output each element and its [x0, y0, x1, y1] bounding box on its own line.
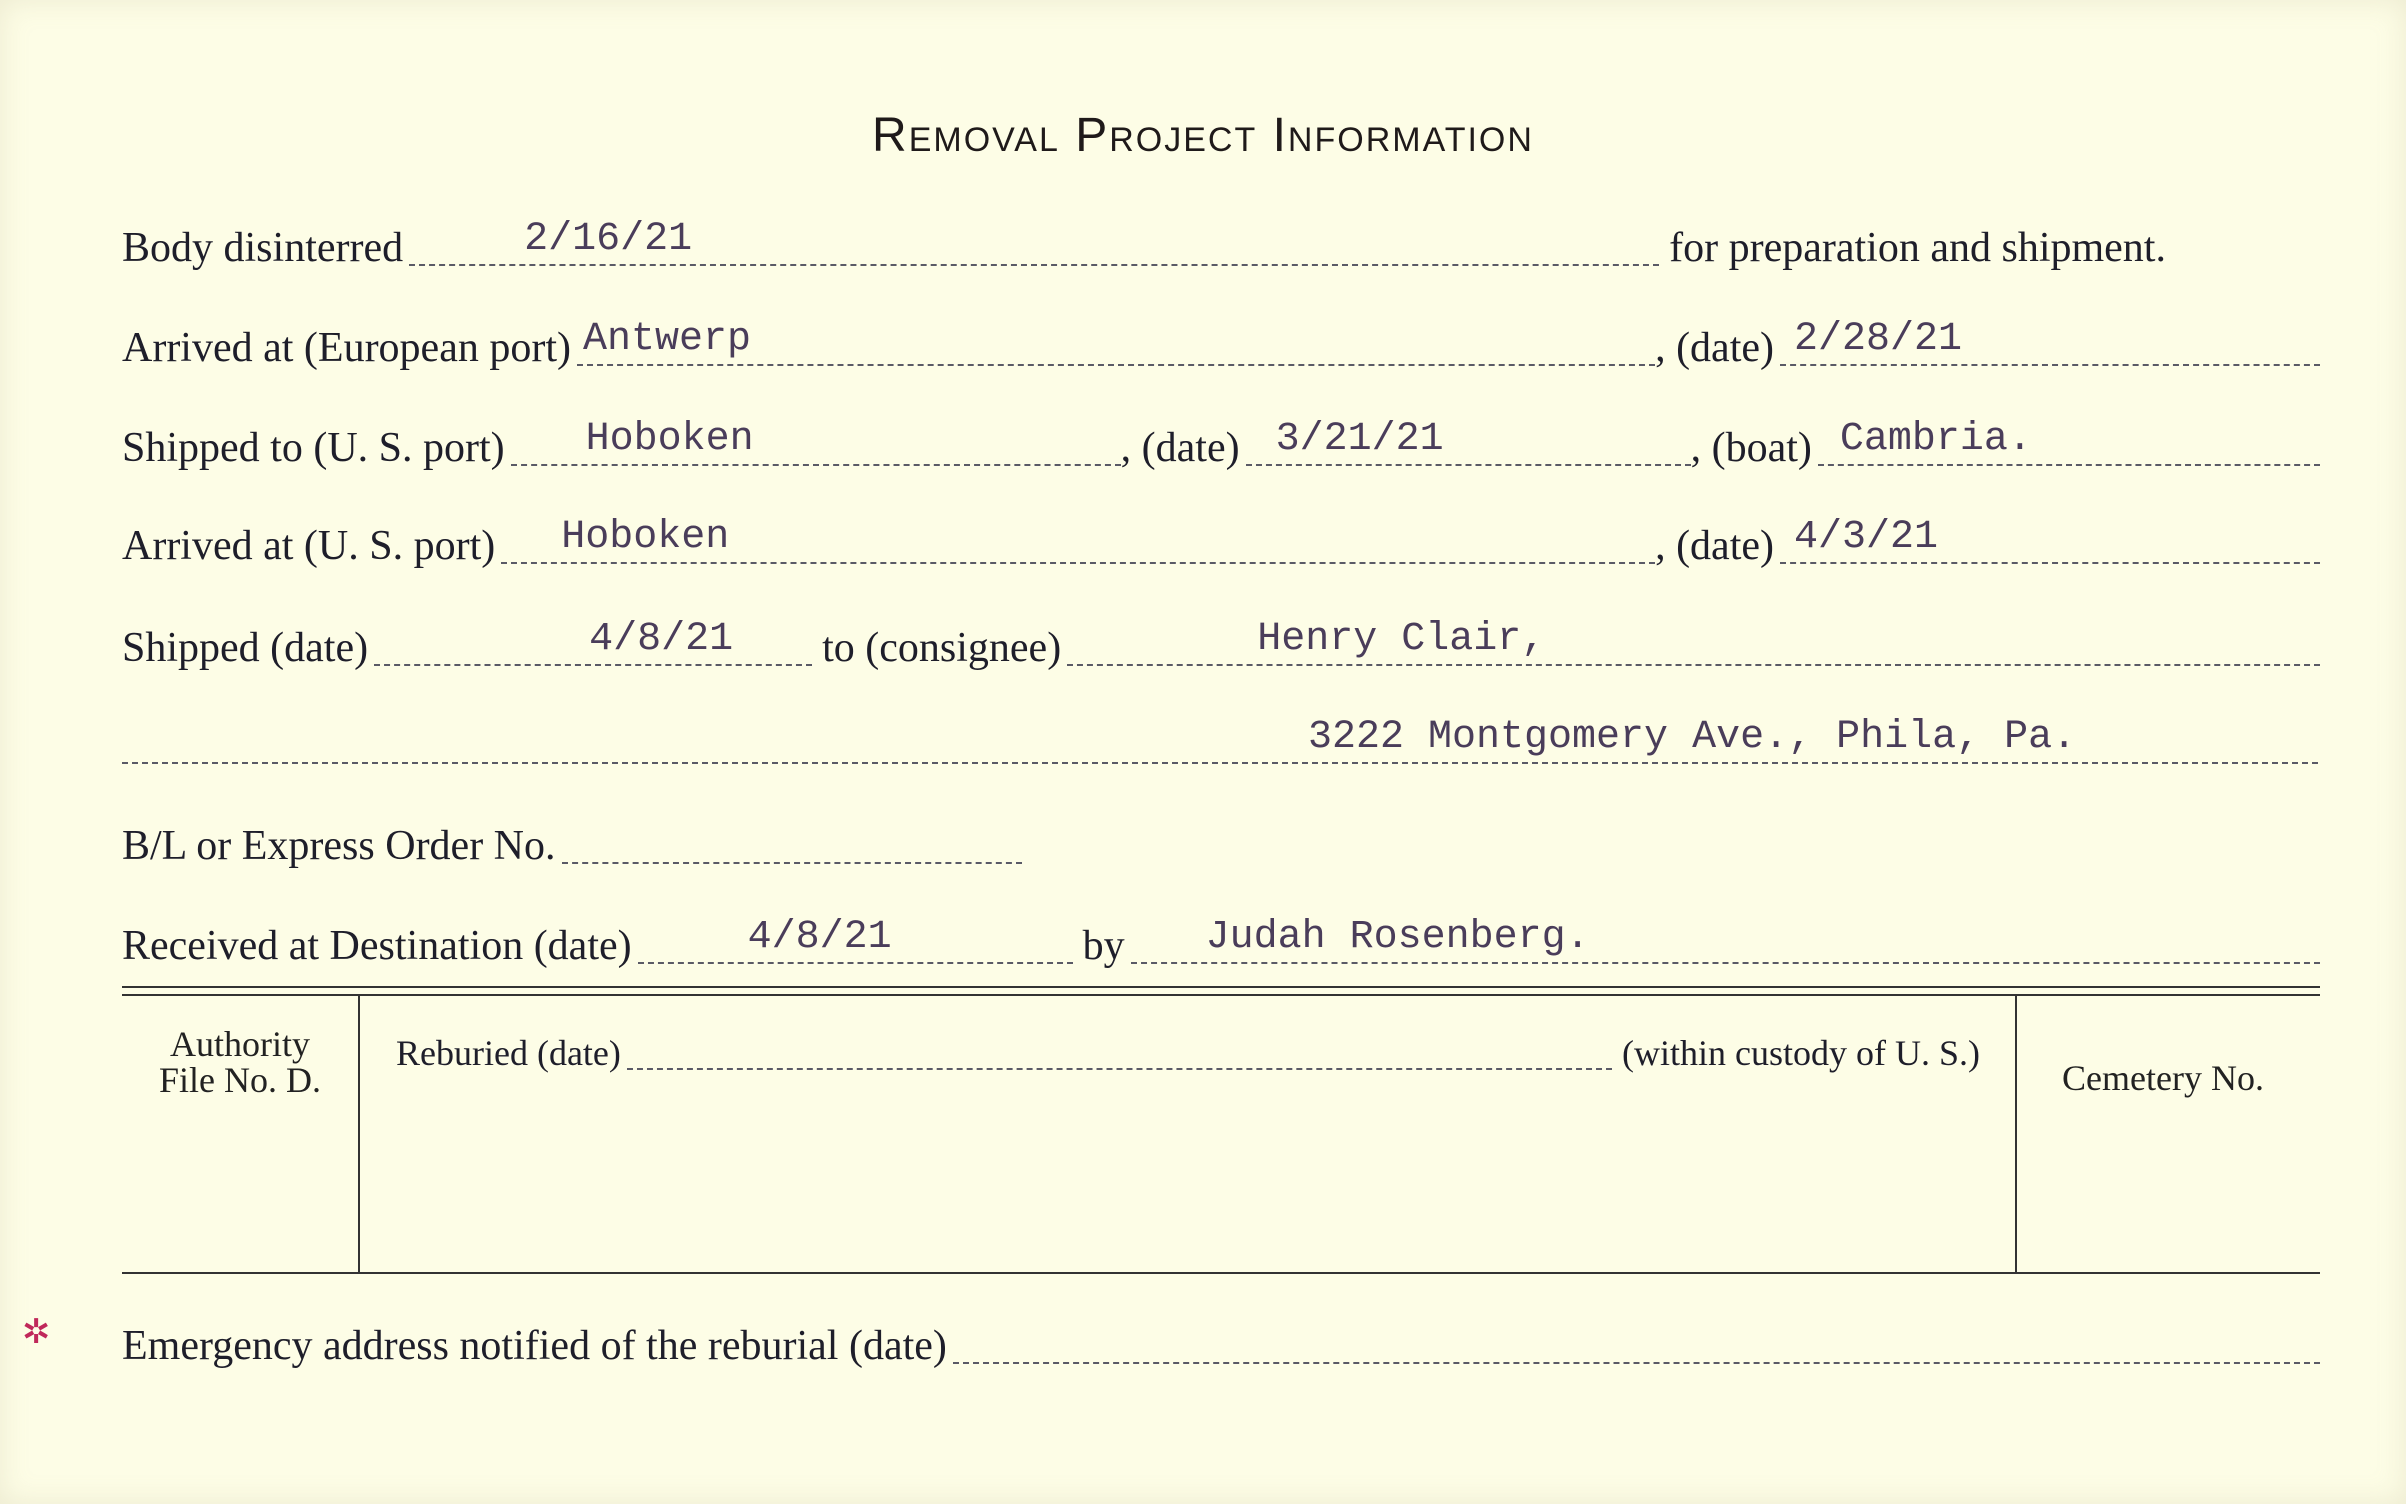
- received-by-field[interactable]: [1131, 908, 2320, 964]
- disinterred-date: 2/16/21: [524, 217, 693, 262]
- row-shipped-consignee: [122, 618, 2320, 678]
- received-by-value: Judah Rosenberg.: [1205, 915, 1590, 960]
- shipped-date-label: Shipped (date): [122, 625, 369, 671]
- received-label: Received at Destination (date): [122, 923, 632, 969]
- european-port-date: 2/28/21: [1794, 317, 1963, 362]
- european-port-label: Arrived at (European port): [122, 325, 571, 371]
- authority-line2: File No. D.: [159, 1060, 321, 1100]
- arrived-us-date: 4/3/21: [1794, 515, 1939, 560]
- box-top-line: [122, 986, 2320, 988]
- consignee-label: to (consignee): [822, 625, 1062, 671]
- ink-stamp-mark: ✲: [22, 1312, 51, 1352]
- european-port-date-label: , (date): [1655, 325, 1774, 371]
- address-field[interactable]: [122, 708, 2318, 764]
- shipped-us-port-label: Shipped to (U. S. port): [122, 425, 505, 471]
- disinterred-suffix: for preparation and shipment.: [1669, 225, 2166, 271]
- consignee-value: Henry Clair,: [1257, 617, 1546, 662]
- custody-label: (within custody of U. S.): [1622, 1033, 1980, 1073]
- row-bill-of-lading: [122, 816, 1022, 876]
- row-shipped-us-port: [122, 418, 2320, 478]
- cemetery-field[interactable]: [2040, 1110, 2300, 1250]
- disinterred-field[interactable]: [409, 210, 1659, 266]
- cemetery-label: Cemetery No.: [2062, 1058, 2264, 1098]
- address-value: 3222 Montgomery Ave., Phila, Pa.: [1308, 715, 2077, 760]
- row-received: [122, 916, 2320, 976]
- shipped-us-date: 3/21/21: [1275, 417, 1444, 462]
- european-port-field[interactable]: [577, 310, 1655, 366]
- shipped-us-port-value: Hoboken: [585, 417, 754, 462]
- arrived-us-date-field[interactable]: [1780, 508, 2320, 564]
- emergency-label: Emergency address notified of the reburial (date): [122, 1323, 947, 1369]
- shipped-date-field[interactable]: [374, 610, 812, 666]
- european-port-value: Antwerp: [582, 317, 752, 362]
- row-address: [122, 716, 2318, 776]
- emergency-date-field[interactable]: [953, 1308, 2320, 1364]
- arrived-us-port-value: Hoboken: [561, 515, 730, 560]
- consignee-field[interactable]: [1067, 610, 2320, 666]
- received-by-label: by: [1082, 923, 1125, 969]
- authority-line1: Authority: [170, 1024, 310, 1064]
- shipped-us-date-label: , (date): [1120, 425, 1240, 471]
- bill-of-lading-field[interactable]: [562, 808, 1022, 864]
- row-disinterred: [122, 218, 2322, 278]
- row-european-port: [122, 318, 2320, 378]
- box-divider-left: [358, 996, 360, 1272]
- row-arrived-us-port: [122, 516, 2320, 576]
- shipped-us-port-field[interactable]: [511, 410, 1121, 466]
- boat-value: Cambria.: [1839, 417, 2032, 462]
- bill-of-lading-label: B/L or Express Order No.: [122, 823, 556, 869]
- page-title: Removal Project Information: [872, 109, 1534, 162]
- disinterred-label: Body disinterred: [122, 225, 404, 271]
- received-date: 4/8/21: [747, 915, 892, 960]
- received-date-field[interactable]: [638, 908, 1073, 964]
- box-divider-right: [2015, 996, 2017, 1272]
- arrived-us-port-label: Arrived at (U. S. port): [122, 523, 496, 569]
- authority-label: [130, 1026, 350, 1098]
- shipped-us-date-field[interactable]: [1246, 410, 1691, 466]
- row-emergency: [122, 1316, 2320, 1376]
- european-port-date-field[interactable]: [1780, 310, 2320, 366]
- box-top-line-double: [122, 994, 2320, 996]
- arrived-us-port-field[interactable]: [501, 508, 1655, 564]
- shipped-date: 4/8/21: [589, 617, 734, 662]
- row-reburied: [396, 1030, 1986, 1080]
- reburied-label: Reburied (date): [396, 1033, 621, 1073]
- boat-field[interactable]: [1818, 410, 2320, 466]
- boat-label: , (boat): [1690, 425, 1812, 471]
- box-bottom-line: [122, 1272, 2320, 1274]
- reburied-date-field[interactable]: [627, 1024, 1612, 1070]
- arrived-us-date-label: , (date): [1655, 523, 1774, 569]
